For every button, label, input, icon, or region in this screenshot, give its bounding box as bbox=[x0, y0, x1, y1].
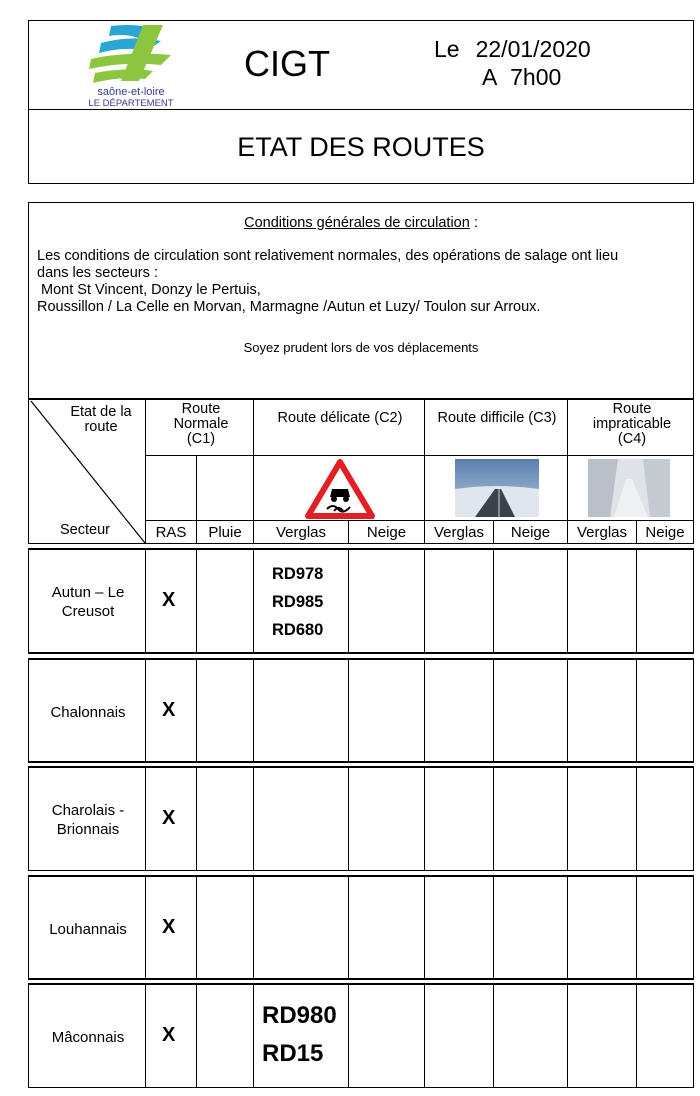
status-cell bbox=[348, 767, 425, 871]
time-value: 7h00 bbox=[510, 64, 562, 90]
status-cell bbox=[253, 984, 349, 1088]
saone-et-loire-logo bbox=[81, 21, 181, 109]
road-code: RD15 bbox=[262, 1040, 324, 1067]
road-status-table bbox=[28, 398, 694, 1088]
status-cell bbox=[493, 549, 568, 653]
subheader-ras: RAS bbox=[145, 520, 197, 544]
sector-cell bbox=[28, 876, 146, 980]
status-cell bbox=[567, 767, 637, 871]
group-label: Route difficile (C3) bbox=[437, 410, 557, 426]
sector-cell bbox=[28, 659, 146, 763]
status-cell bbox=[348, 549, 425, 653]
status-cell bbox=[567, 984, 637, 1088]
conditions-text bbox=[37, 248, 687, 316]
ras-mark: X bbox=[162, 1024, 176, 1046]
sector-cell bbox=[28, 984, 146, 1088]
status-cell bbox=[348, 984, 425, 1088]
subheader-neige-c4: Neige bbox=[636, 520, 694, 544]
conditions-line: dans les secteurs : bbox=[37, 265, 158, 281]
subheader-neige-c3: Neige bbox=[493, 520, 568, 544]
sector-cell bbox=[28, 767, 146, 871]
sector-name: Charolais - Brionnais bbox=[51, 802, 125, 838]
group-header-c1 bbox=[145, 398, 254, 456]
subheader-verglas-c3: Verglas bbox=[424, 520, 494, 544]
date-block bbox=[434, 35, 607, 91]
logo-line1: saône-et-loire bbox=[97, 86, 165, 98]
conditions-line: Roussillon / La Celle en Morvan, Marmagne /Autun et Luzy/ Toulon sur Arroux. bbox=[37, 299, 541, 315]
group-label: Route Normale (C1) bbox=[173, 401, 229, 447]
status-cell bbox=[424, 767, 494, 871]
status-cell bbox=[636, 876, 694, 980]
status-cell bbox=[253, 876, 349, 980]
status-cell bbox=[424, 876, 494, 980]
time-prefix: A bbox=[482, 64, 498, 90]
ras-mark: X bbox=[162, 807, 176, 829]
status-cell bbox=[253, 549, 349, 653]
org-name: CIGT bbox=[244, 43, 330, 84]
status-cell bbox=[424, 984, 494, 1088]
status-cell bbox=[348, 876, 425, 980]
image-cell bbox=[424, 455, 568, 521]
status-cell bbox=[145, 659, 197, 763]
subheader-neige-c2: Neige bbox=[348, 520, 425, 544]
status-cell bbox=[196, 876, 254, 980]
title-box bbox=[28, 109, 694, 184]
status-cell bbox=[253, 767, 349, 871]
status-cell bbox=[636, 549, 694, 653]
status-cell bbox=[145, 549, 197, 653]
impassable-road-photo-icon bbox=[588, 459, 670, 517]
ras-mark: X bbox=[162, 699, 176, 721]
corner-bottom-label: Secteur bbox=[60, 522, 110, 538]
status-cell bbox=[196, 659, 254, 763]
date-value: 22/01/2020 bbox=[475, 36, 591, 62]
status-cell bbox=[636, 984, 694, 1088]
status-cell bbox=[493, 659, 568, 763]
status-cell bbox=[253, 659, 349, 763]
date-prefix: Le bbox=[434, 36, 460, 62]
image-cell bbox=[567, 455, 694, 521]
group-label: Route délicate (C2) bbox=[277, 410, 403, 426]
header-box bbox=[28, 20, 694, 110]
status-cell bbox=[493, 876, 568, 980]
sector-name: Louhannais bbox=[49, 920, 127, 938]
image-cell bbox=[196, 455, 254, 521]
subheader-pluie: Pluie bbox=[196, 520, 254, 544]
corner-cell bbox=[28, 398, 146, 544]
road-code: RD980 bbox=[262, 1002, 337, 1029]
sector-name: Mâconnais bbox=[51, 1028, 125, 1046]
status-cell bbox=[196, 984, 254, 1088]
status-cell bbox=[196, 767, 254, 871]
status-cell bbox=[567, 659, 637, 763]
group-header-c4 bbox=[567, 398, 694, 456]
status-cell bbox=[636, 767, 694, 871]
ras-mark: X bbox=[162, 589, 176, 611]
conditions-box bbox=[28, 202, 694, 400]
slippery-road-sign-icon bbox=[305, 459, 375, 519]
status-cell bbox=[196, 549, 254, 653]
logo-emblem-icon bbox=[81, 21, 181, 91]
conditions-title: Conditions générales de circulation : bbox=[244, 215, 478, 231]
status-cell bbox=[493, 984, 568, 1088]
status-cell bbox=[145, 767, 197, 871]
status-cell bbox=[424, 549, 494, 653]
status-cell bbox=[567, 549, 637, 653]
group-header-c3 bbox=[424, 398, 568, 456]
safety-advice: Soyez prudent lors de vos déplacements bbox=[243, 340, 479, 355]
road-code: RD978 bbox=[272, 565, 324, 583]
ras-mark: X bbox=[162, 916, 176, 938]
sector-name: Chalonnais bbox=[50, 703, 126, 721]
subheader-verglas-c2: Verglas bbox=[253, 520, 349, 544]
sector-name: Autun – Le Creusot bbox=[51, 584, 125, 620]
road-code: RD985 bbox=[272, 593, 324, 611]
status-cell bbox=[145, 984, 197, 1088]
status-cell bbox=[348, 659, 425, 763]
conditions-line: Les conditions de circulation sont relativement normales, des opérations de salage ont lieu bbox=[37, 248, 619, 264]
image-cell bbox=[145, 455, 197, 521]
status-cell bbox=[567, 876, 637, 980]
status-cell bbox=[145, 876, 197, 980]
road-code: RD680 bbox=[272, 621, 324, 639]
logo-line2: LE DÉPARTEMENT bbox=[88, 98, 174, 109]
subheader-verglas-c4: Verglas bbox=[567, 520, 637, 544]
group-header-c2 bbox=[253, 398, 425, 456]
image-cell bbox=[253, 455, 425, 521]
status-cell bbox=[493, 767, 568, 871]
group-label: Route impraticable (C4) bbox=[592, 401, 672, 447]
status-cell bbox=[424, 659, 494, 763]
conditions-line: Mont St Vincent, Donzy le Pertuis, bbox=[37, 282, 261, 298]
corner-top-label: Etat de la route bbox=[70, 404, 132, 435]
sector-cell bbox=[28, 549, 146, 653]
status-cell bbox=[636, 659, 694, 763]
page-title: ETAT DES ROUTES bbox=[237, 132, 485, 162]
difficult-road-photo-icon bbox=[455, 459, 539, 517]
